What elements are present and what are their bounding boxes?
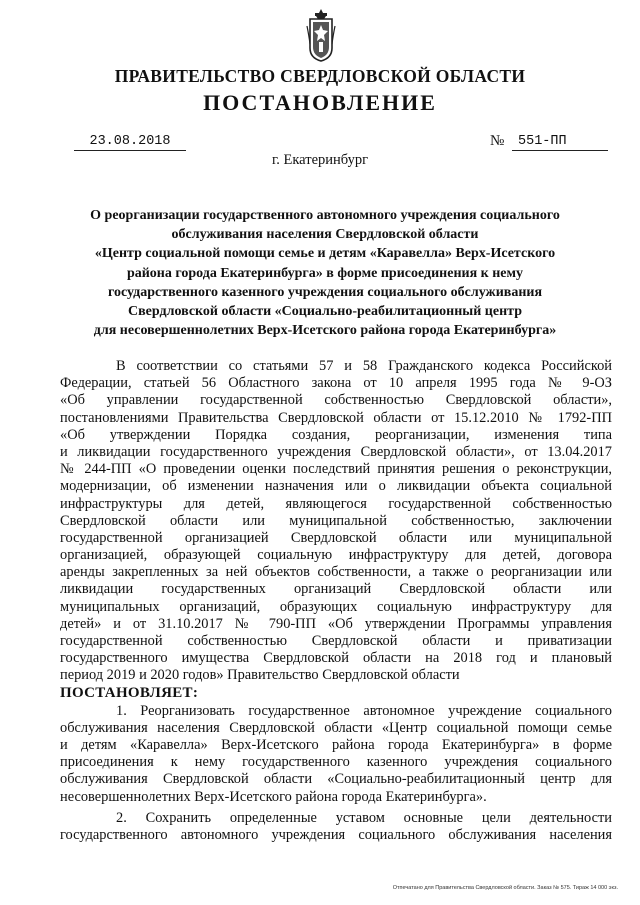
city-line: г. Екатеринбург (271, 152, 369, 168)
decree-date: 23.08.2018 (74, 133, 186, 151)
preamble-line: постановлениями Правительства Свердловской области от 15.12.2010 № 1792-ПП (60, 409, 612, 426)
item-1-line: несовершеннолетних Верх-Исетского района города Екатеринбурга». (60, 788, 487, 805)
title-line: обслуживания населения Свердловской области (171, 227, 479, 243)
decree-number-label: № (490, 133, 505, 149)
item-1-line: обслуживания Свердловской области «Социально-реабилитационный центр для (60, 771, 612, 788)
preamble-line: муниципальных организаций, образующих социальную инфраструктуру для (60, 598, 612, 615)
item-2-line: государственного автономного учреждения социального обслуживания населения (60, 826, 612, 843)
document-type-title: ПОСТАНОВЛЕНИЕ (203, 90, 437, 115)
title-line: для несовершеннолетних Верх-Исетского района города Екатеринбурга» (93, 323, 557, 339)
item-1-line: и детям «Каравелла» Верх-Исетского района города Екатеринбурга» в форме (60, 736, 612, 753)
preamble-line: детей» и от 31.10.2017 № 790-ПП «Об утверждении Программы управления (60, 615, 612, 632)
preamble-line: модернизации, об изменении назначения или о ликвидации объекта социальной (60, 478, 612, 495)
government-name: ПРАВИТЕЛЬСТВО СВЕРДЛОВСКОЙ ОБЛАСТИ (114, 66, 526, 86)
preamble-line: Свердловской области или муниципальной собственностью, заключении (60, 512, 612, 529)
resolves-heading: ПОСТАНОВЛЯЕТ: (60, 684, 199, 701)
preamble-line: ликвидации государственных организаций Свердловской области или (60, 581, 612, 598)
title-line: района города Екатеринбурга» в форме присоединения к нему (126, 265, 524, 281)
preamble-line: государственного имущества Свердловской области на 2018 год и плановый (60, 650, 612, 667)
preamble-line: аренды закрепленных за ней объектов собственности, а также о реорганизации или (60, 564, 612, 581)
preamble-line: государственной собственностью Свердловской области и приватизации (60, 633, 612, 649)
item-1-line: 1. Реорганизовать государственное автономное учреждение социального (116, 702, 612, 719)
preamble-line: и ликвидации государственного учреждения Свердловской области», от 13.04.2017 (60, 443, 612, 460)
preamble-line: организацией, образующей социальную инфраструктуру для детей, договора (60, 547, 612, 564)
preamble-line: «Об утверждении Порядка создания, реорганизации, изменения типа (60, 426, 612, 443)
preamble-line: В соответствии со статьями 57 и 58 Гражданского кодекса Российской (116, 358, 612, 374)
decree-title (60, 206, 590, 340)
decree-number: 551-ПП (512, 133, 608, 151)
preamble-line: период 2019 и 2020 годов» Правительство Свердловской области (60, 667, 460, 684)
preamble-line: инфраструктуры для детей, являющегося государственной собственностью (60, 495, 612, 512)
preamble-line: Федерации, статьей 56 Областного закона от 10 апреля 1995 года № 9-ОЗ (60, 375, 612, 392)
preamble-line: «Об управлении государственной собственностью Свердловской области», (60, 392, 612, 409)
coat-of-arms-emblem (306, 8, 336, 62)
preamble-line: № 244-ПП «О проведении оценки последствий принятия решения о реконструкции, (60, 461, 612, 478)
item-1-line: присоединения к нему государственного казенного учреждения социального (60, 754, 612, 771)
title-line: Свердловской области «Социально-реабилитационный центр (128, 304, 522, 320)
item-2-line: 2. Сохранить определенные уставом основные цели деятельности (116, 809, 612, 826)
preamble-line: государственной организацией Свердловской области или муниципальной (60, 529, 612, 546)
decree-body (60, 358, 612, 844)
title-line: «Центр социальной помощи семье и детям «Каравелла» Верх-Исетского (94, 246, 556, 262)
title-line: государственного казенного учреждения социального обслуживания (107, 284, 543, 300)
item-1-line: обслуживания населения Свердловской области «Центр социальной помощи семье (60, 719, 612, 736)
title-line: О реорганизации государственного автономного учреждения социального (90, 208, 560, 223)
print-footer: Отпечатано для Правительства Свердловской области. Заказ № 575. Тираж 14 000 экз. (392, 885, 618, 891)
